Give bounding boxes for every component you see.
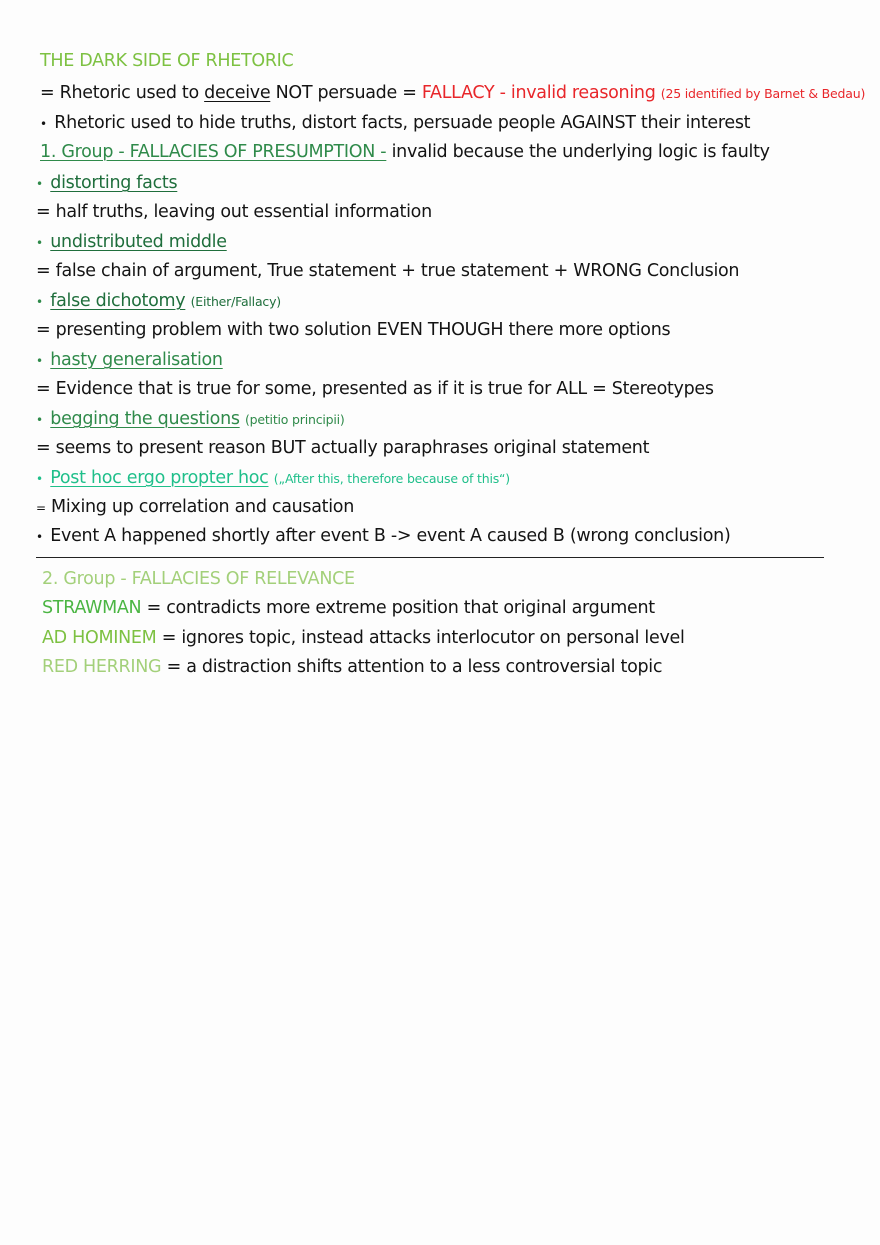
fallacy-name: undistributed middle — [50, 232, 227, 252]
fallacy-name: hasty generalisation — [50, 350, 223, 370]
group2-heading: 2. Group - FALLACIES OF RELEVANCE — [42, 569, 355, 589]
bullet-icon: • — [36, 413, 43, 427]
bullet-icon: • — [36, 530, 43, 544]
fallacy-note: („After this, therefore because of this“) — [273, 471, 510, 486]
bullet-icon: • — [36, 236, 43, 250]
section-divider — [36, 557, 824, 558]
group1-heading-line — [40, 140, 770, 164]
fallacy-note: (25 identified by Barnet & Bedau) — [660, 86, 866, 101]
relevance-item-red-herring — [42, 655, 662, 679]
relevance-definition: = ignores topic, instead attacks interlocutor on personal level — [161, 628, 685, 648]
fallacy-item-distorting-facts — [36, 171, 177, 196]
page-title: THE DARK SIDE OF RHETORIC — [40, 51, 294, 71]
fallacy-note: (petitio principii) — [244, 412, 345, 427]
fallacy-definition: = Evidence that is true for some, presented as if it is true for ALL = Stereotypes — [36, 379, 714, 399]
fallacy-name: begging the questions — [50, 409, 240, 429]
fallacy-item-begging-the-questions — [36, 407, 345, 432]
bullet-icon: • — [40, 117, 47, 131]
relevance-item-ad-hominem — [42, 626, 685, 650]
fallacy-definition-line — [36, 495, 354, 520]
post-hoc-example — [36, 524, 730, 549]
fallacy-definition: = half truths, leaving out essential information — [36, 202, 432, 222]
relevance-item-strawman — [42, 596, 655, 620]
definition-eq: = — [36, 501, 46, 515]
relevance-term: STRAWMAN — [42, 598, 142, 618]
intro-line — [40, 81, 865, 106]
intro-deceive: deceive — [204, 83, 271, 103]
bullet-icon: • — [36, 177, 43, 191]
fallacy-name: false dichotomy — [50, 291, 186, 311]
relevance-definition: = a distraction shifts attention to a less controversial topic — [166, 657, 663, 677]
fallacy-item-false-dichotomy — [36, 289, 281, 314]
intro-eq: = Rhetoric used to — [40, 83, 199, 103]
fallacy-item-post-hoc — [36, 466, 510, 491]
fallacy-item-undistributed-middle — [36, 230, 227, 255]
relevance-term: RED HERRING — [42, 657, 162, 677]
fallacy-definition: Mixing up correlation and causation — [51, 497, 354, 517]
relevance-definition: = contradicts more extreme position that original argument — [146, 598, 655, 618]
bullet-icon: • — [36, 295, 43, 309]
fallacy-name: distorting facts — [50, 173, 178, 193]
fallacy-note: (Either/Fallacy) — [190, 294, 281, 309]
fallacy-definition: = false chain of argument, True statement + true statement + WRONG Conclusion — [36, 261, 740, 281]
fallacy-name: Post hoc ergo propter hoc — [50, 468, 269, 488]
bullet-icon: • — [36, 354, 43, 368]
group1-desc: invalid because the underlying logic is faulty — [391, 142, 770, 162]
fallacy-label: FALLACY - invalid reasoning — [421, 83, 656, 103]
bullet-hide-text: Rhetoric used to hide truths, distort facts, persuade people AGAINST their interest — [54, 113, 751, 133]
intro-not-persuade: NOT persuade = — [275, 83, 417, 103]
group1-heading: 1. Group - FALLACIES OF PRESUMPTION - — [40, 142, 387, 162]
bullet-icon: • — [36, 472, 43, 486]
fallacy-definition: = presenting problem with two solution EVEN THOUGH there more options — [36, 320, 671, 340]
post-hoc-example-text: Event A happened shortly after event B -> event A caused B (wrong conclusion) — [50, 526, 731, 546]
fallacy-definition: = seems to present reason BUT actually paraphrases original statement — [36, 438, 650, 458]
relevance-term: AD HOMINEM — [42, 628, 157, 648]
bullet-hide-truths — [40, 111, 750, 136]
fallacy-item-hasty-generalisation — [36, 348, 223, 373]
